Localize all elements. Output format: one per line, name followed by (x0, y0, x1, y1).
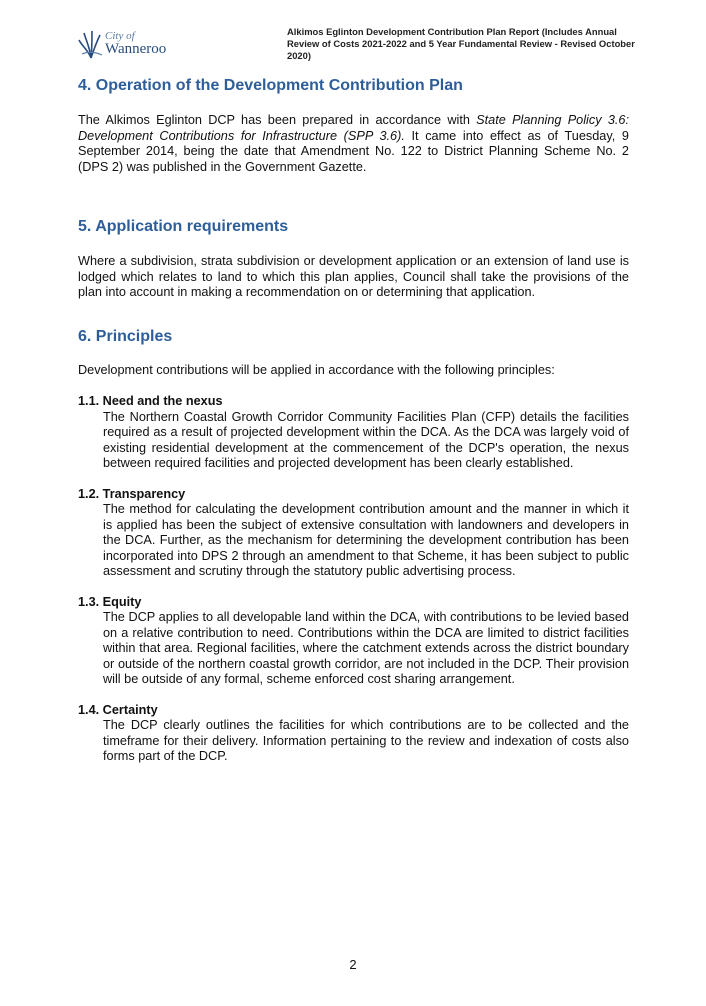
section-4-policy-citation: State Planning Policy 3.6: Development Contributions for Infrastructure (SPP 3.6). (78, 113, 629, 143)
document-header-title: Alkimos Eglinton Development Contribution Plan Report (Includes Annual Review of Costs 2021-2022 and 5 Year Fundamental Review - Revised October 2020) (287, 26, 635, 61)
section-5-paragraph: Where a subdivision, strata subdivision or development application or an extension of land use is lodged which relates to land to which this plan applies, Council shall take the provisions of the plan into account in making a recommendation on or determining that application. (78, 254, 629, 299)
principle-heading: 1.1. Need and the nexus (78, 394, 223, 408)
section-4-heading: 4. Operation of the Development Contribution Plan (78, 77, 463, 94)
principle-equity (78, 595, 629, 688)
section-6-intro: Development contributions will be applied in accordance with the following principles: (78, 362, 555, 377)
section-5-heading: 5. Application requirements (78, 218, 289, 235)
section-4-text-end: It came into effect as of Tuesday, 9 September 2014, being the date that Amendment No. 122 to District Planning Scheme No. 2 (DPS 2) was published in the Government Gazette. (78, 128, 629, 174)
document-body (78, 76, 629, 765)
principle-text: The DCP clearly outlines the facilities for which contributions are to be collected and the timeframe for their delivery. Information pertaining to the review and indexation of costs also forms part of the DCP. (103, 718, 629, 763)
principle-heading: 1.2. Transparency (78, 486, 186, 501)
principle-heading: 1.3. Equity (78, 594, 142, 609)
principle-need-and-nexus (78, 394, 629, 472)
logo-text-line2: Wanneroo (105, 41, 167, 57)
logo-text-line1: City of (105, 30, 135, 42)
page-number: 2 (349, 957, 357, 972)
principle-certainty (78, 703, 629, 765)
principle-text: The method for calculating the development contribution amount and the manner in which it is applied has been the subject of extensive consultation with landowners and developers in the DCA. Further, as the mechanism for determining the development contribution has been incorporated into DPS 2 through an amendment to that Scheme, it has been subject to public assessment and scrutiny through the statutory public advertising process. (103, 502, 629, 578)
principle-text: The DCP applies to all developable land within the DCA, with contributions to be levied based on a relative contribution to need. Contributions within the DCA are limited to district facilities within that area. Regional facilities, where the catchment extends across the district boundary or outside of the northern coastal growth corridor, are not included in the DCP. Their provision will be outside of any formal, scheme enforced cost sharing arrangement. (103, 610, 629, 686)
section-4-paragraph (78, 113, 629, 175)
principle-transparency (78, 487, 629, 580)
city-of-wanneroo-logo (78, 28, 178, 62)
section-4-text-start: The Alkimos Eglinton DCP has been prepared in accordance with (78, 113, 477, 127)
principle-heading: 1.4. Certainty (78, 702, 158, 717)
section-6-heading: 6. Principles (78, 327, 173, 345)
wanneroo-emblem-icon (78, 28, 104, 60)
principle-text: The Northern Coastal Growth Corridor Community Facilities Plan (CFP) details the facilities required as a result of projected development within the DCA. As the DCA was largely void of existing residential development at the commencement of the DCP's operation, the nexus between required facilities and projected development has been clearly established. (103, 409, 629, 470)
